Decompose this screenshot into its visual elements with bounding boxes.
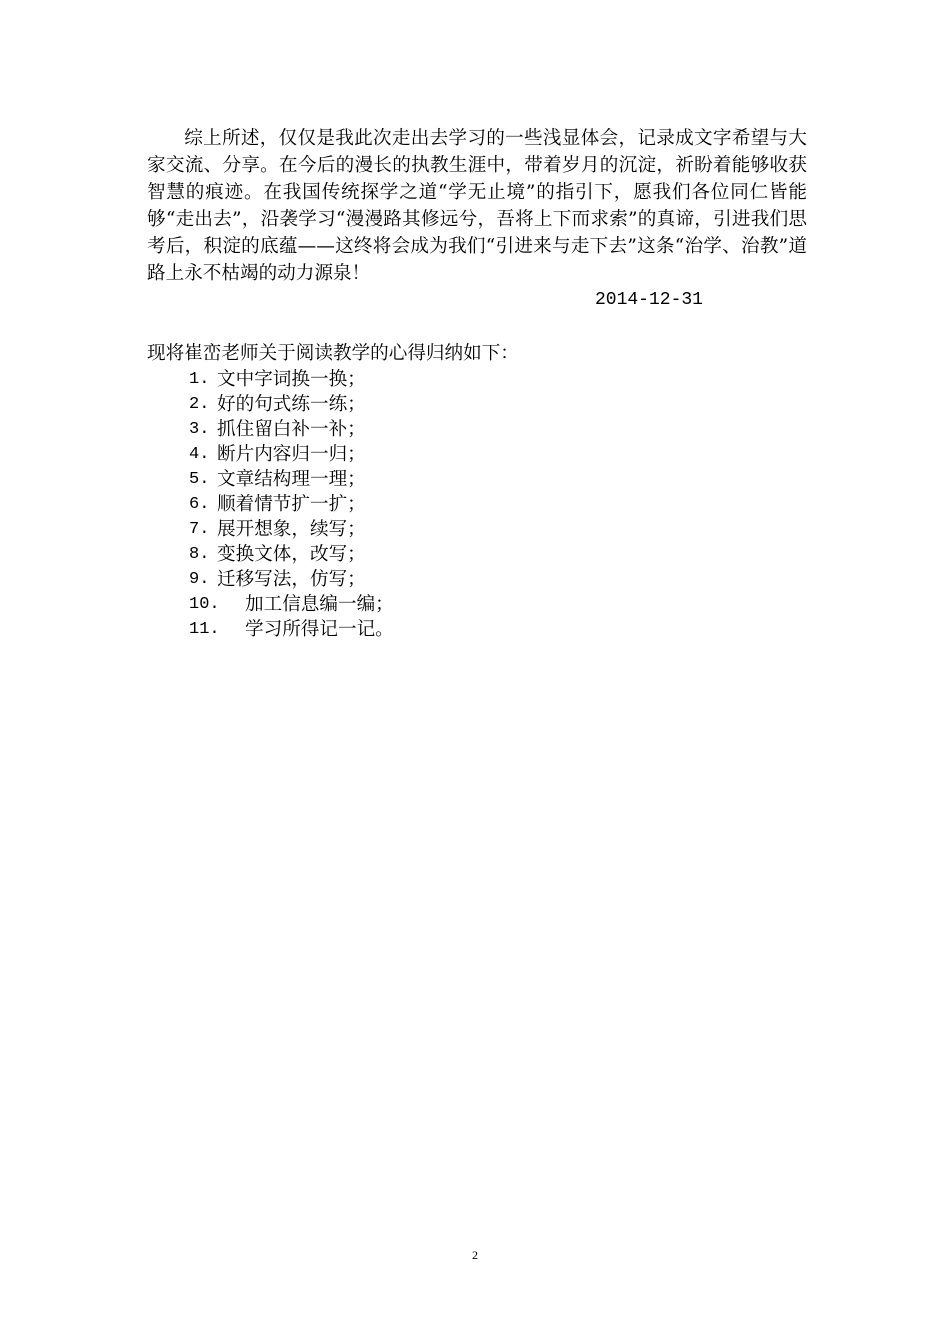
list-item xyxy=(189,417,807,442)
item-text: 变换文体，改写； xyxy=(217,544,366,565)
summary-paragraph: 综上所述，仅仅是我此次走出去学习的一些浅显体会，记录成文字希望与大家交流、分享。在今后的漫长的执教生涯中，带着岁月的沉淀，祈盼着能够收获智慧的痕迹。在我国传统探学之道“学无止境”的指引下，愿我们各位同仁皆能够“走出去”，沿袭学习“漫漫路其修远兮，吾将上下而求索”的真谛，引进我们思考后，积淀的底蕴——这终将会成为我们“引进来与走下去”这条“治学、治教”道路上永不枯竭的动力源泉！ xyxy=(147,128,807,284)
item-text: 文中字词换一换； xyxy=(217,369,366,390)
item-number: 6. xyxy=(189,495,210,514)
list-item xyxy=(189,567,807,592)
list-item xyxy=(189,517,807,542)
list-item xyxy=(189,392,807,417)
item-text: 迁移写法，仿写； xyxy=(217,569,366,590)
item-text: 学习所得记一记。 xyxy=(245,619,394,640)
item-number: 9. xyxy=(189,570,210,589)
list-item xyxy=(189,542,807,567)
item-text: 顺着情节扩一扩； xyxy=(217,494,366,515)
item-number: 8. xyxy=(189,545,210,564)
list-item xyxy=(189,492,807,517)
item-number: 5. xyxy=(189,470,210,489)
teaching-tips-list xyxy=(147,367,807,642)
document-date: 2014-12-31 xyxy=(594,290,703,310)
list-item xyxy=(189,367,807,392)
item-number: 7. xyxy=(189,520,210,539)
item-text: 展开想象，续写； xyxy=(217,519,366,540)
list-item xyxy=(189,442,807,467)
item-text: 加工信息编一编； xyxy=(245,594,394,615)
item-number: 11. xyxy=(189,620,220,639)
list-item xyxy=(189,592,807,617)
section-spacer xyxy=(147,314,807,340)
item-number: 4. xyxy=(189,445,210,464)
item-number: 2. xyxy=(189,395,210,414)
item-number: 1. xyxy=(189,370,210,389)
item-text: 抓住留白补一补； xyxy=(217,419,366,440)
item-text: 文章结构理一理； xyxy=(217,469,366,490)
item-number: 3. xyxy=(189,420,210,439)
document-body xyxy=(147,125,807,642)
list-item xyxy=(189,467,807,492)
list-item xyxy=(189,617,807,642)
item-text: 好的句式练一练； xyxy=(217,394,366,415)
item-number: 10. xyxy=(189,595,220,614)
page-number: 2 xyxy=(472,1248,478,1262)
list-intro: 现将崔峦老师关于阅读教学的心得归纳如下： xyxy=(147,343,519,364)
item-text: 断片内容归一归； xyxy=(217,444,366,465)
